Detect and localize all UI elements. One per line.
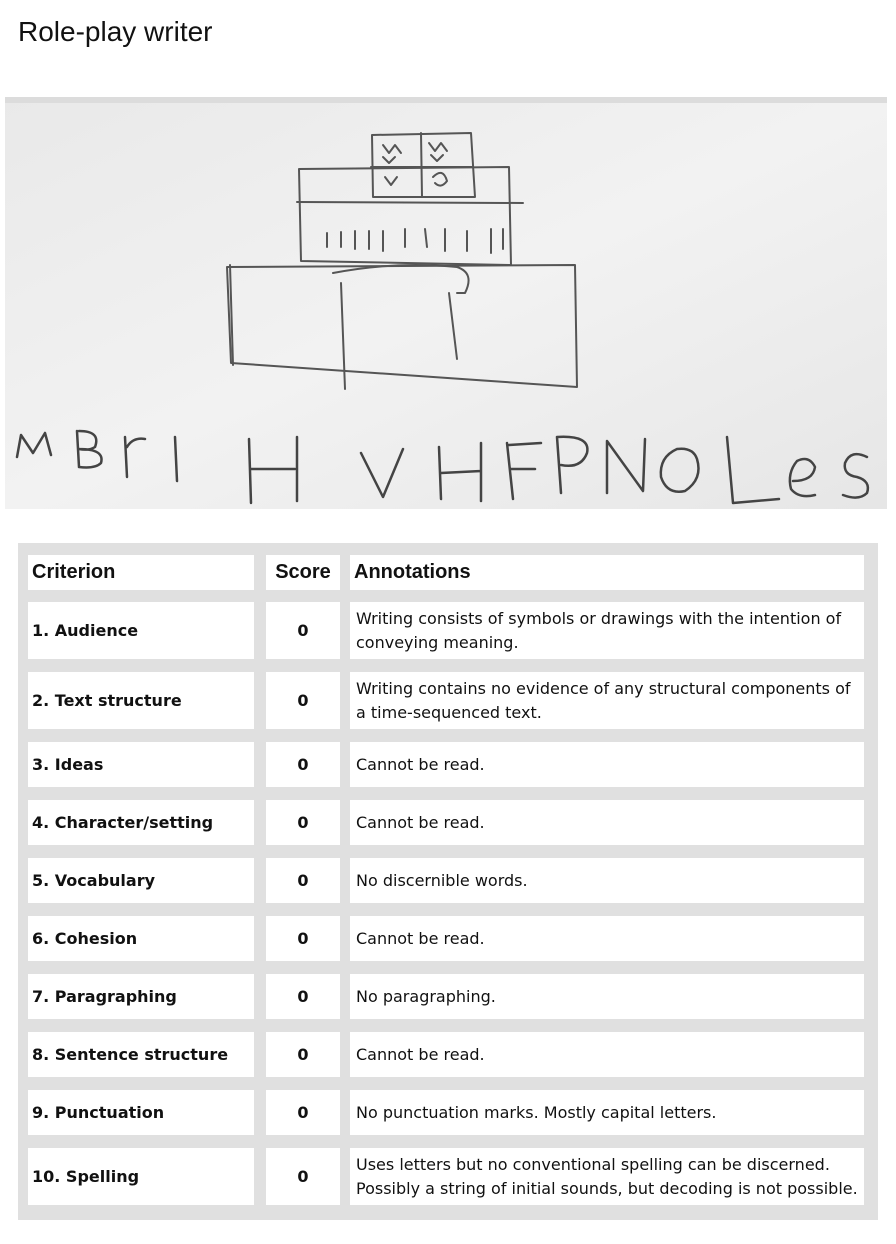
annotation-cell: No punctuation marks. Mostly capital letters. (350, 1090, 864, 1135)
annotation-cell: No paragraphing. (350, 974, 864, 1019)
score-cell: 0 (266, 1032, 340, 1077)
score-cell: 0 (266, 800, 340, 845)
annotations-header: Annotations (350, 555, 864, 590)
criterion-cell: 6. Cohesion (28, 916, 254, 961)
score-cell: 0 (266, 1090, 340, 1135)
annotation-cell: Cannot be read. (350, 800, 864, 845)
annotation-cell: Writing contains no evidence of any structural components of a time-sequenced text. (350, 672, 864, 729)
annotation-cell: No discernible words. (350, 858, 864, 903)
rubric-table (18, 543, 878, 1220)
annotation-cell: Writing consists of symbols or drawings with the intention of conveying meaning. (350, 602, 864, 659)
score-cell: 0 (266, 858, 340, 903)
annotation-cell: Uses letters but no conventional spelling can be discerned. Possibly a string of initial sounds, but decoding is not possible. (350, 1148, 864, 1205)
criterion-cell: 4. Character/setting (28, 800, 254, 845)
annotation-cell: Cannot be read. (350, 916, 864, 961)
criterion-cell: 5. Vocabulary (28, 858, 254, 903)
writing-sample-image (5, 97, 887, 509)
criterion-cell: 1. Audience (28, 602, 254, 659)
score-cell: 0 (266, 974, 340, 1019)
page-title: Role-play writer (18, 16, 213, 47)
pencil-drawing (5, 97, 887, 509)
score-cell: 0 (266, 602, 340, 659)
score-cell: 0 (266, 742, 340, 787)
score-header: Score (266, 555, 340, 590)
score-cell: 0 (266, 916, 340, 961)
score-cell: 0 (266, 1148, 340, 1205)
criterion-cell: 10. Spelling (28, 1148, 254, 1205)
criterion-cell: 8. Sentence structure (28, 1032, 254, 1077)
annotation-cell: Cannot be read. (350, 1032, 864, 1077)
criterion-cell: 3. Ideas (28, 742, 254, 787)
criterion-header: Criterion (28, 555, 254, 590)
criterion-cell: 7. Paragraphing (28, 974, 254, 1019)
criterion-cell: 9. Punctuation (28, 1090, 254, 1135)
criterion-cell: 2. Text structure (28, 672, 254, 729)
annotation-cell: Cannot be read. (350, 742, 864, 787)
score-cell: 0 (266, 672, 340, 729)
